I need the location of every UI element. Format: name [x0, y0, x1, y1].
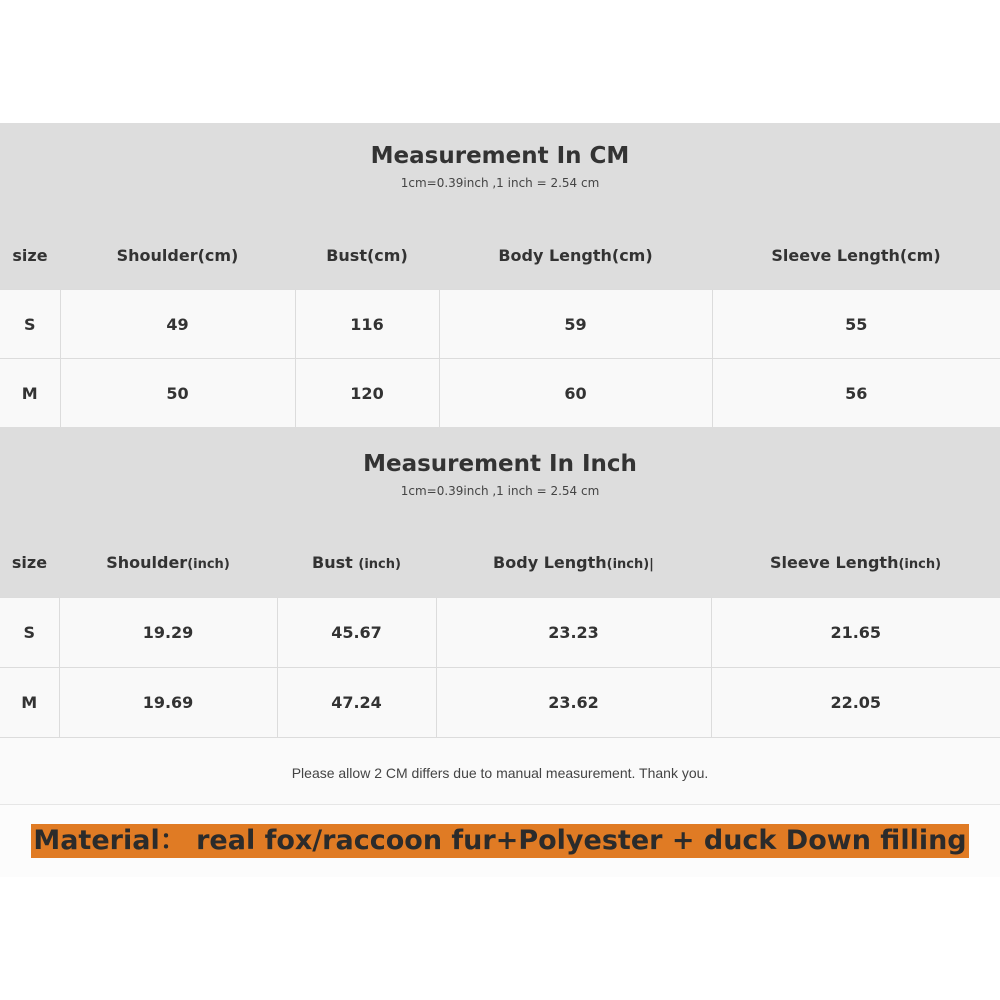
inch-header-sleeve-length: Sleeve Length(inch)	[711, 527, 1000, 598]
cm-cell-sleeve-length: 56	[712, 359, 1000, 428]
inch-cell-bust: 47.24	[277, 668, 436, 738]
cm-cell-sleeve-length: 55	[712, 290, 1000, 359]
inch-section-header	[0, 427, 1000, 527]
size-chart	[0, 123, 1000, 877]
inch-header-shoulder: Shoulder(inch)	[59, 527, 277, 598]
inch-conversion-note: 1cm=0.39inch ,1 inch = 2.54 cm	[400, 484, 600, 498]
inch-cell-body-length: 23.23	[436, 598, 711, 668]
cm-title: Measurement In CM	[370, 143, 630, 169]
cm-header-row	[0, 221, 1000, 290]
inch-cell-sleeve-length: 22.05	[711, 668, 1000, 738]
inch-header-size: size	[0, 527, 59, 598]
table-row	[0, 290, 1000, 359]
inch-header-body-length: Body Length(inch)|	[436, 527, 711, 598]
measurement-note-band	[0, 737, 1000, 805]
cm-header-body-length: Body Length(cm)	[439, 221, 712, 290]
material-band	[0, 805, 1000, 877]
inch-header-bust: Bust (inch)	[277, 527, 436, 598]
cm-header-bust: Bust(cm)	[295, 221, 439, 290]
cm-header-sleeve-length: Sleeve Length(cm)	[712, 221, 1000, 290]
inch-title: Measurement In Inch	[363, 451, 637, 477]
inch-table	[0, 527, 1000, 737]
inch-cell-size: S	[0, 598, 59, 668]
inch-cell-size: M	[0, 668, 59, 738]
inch-cell-sleeve-length: 21.65	[711, 598, 1000, 668]
cm-cell-size: M	[0, 359, 60, 428]
cm-header-shoulder: Shoulder(cm)	[60, 221, 295, 290]
inch-cell-bust: 45.67	[277, 598, 436, 668]
cm-table	[0, 221, 1000, 427]
cm-cell-bust: 120	[295, 359, 439, 428]
cm-cell-bust: 116	[295, 290, 439, 359]
inch-cell-shoulder: 19.29	[59, 598, 277, 668]
cm-conversion-note: 1cm=0.39inch ,1 inch = 2.54 cm	[400, 176, 600, 190]
table-row	[0, 359, 1000, 428]
cm-cell-shoulder: 50	[60, 359, 295, 428]
cm-cell-body-length: 60	[439, 359, 712, 428]
cm-cell-shoulder: 49	[60, 290, 295, 359]
cm-header-size: size	[0, 221, 60, 290]
inch-header-row	[0, 527, 1000, 598]
cm-cell-size: S	[0, 290, 60, 359]
material-label: Material： real fox/raccoon fur+Polyester + duck Down filling	[33, 825, 967, 856]
inch-cell-body-length: 23.62	[436, 668, 711, 738]
cm-section-header	[0, 123, 1000, 221]
cm-cell-body-length: 59	[439, 290, 712, 359]
table-row	[0, 598, 1000, 668]
measurement-note: Please allow 2 CM differs due to manual measurement. Thank you.	[291, 765, 709, 781]
inch-cell-shoulder: 19.69	[59, 668, 277, 738]
table-row	[0, 668, 1000, 738]
